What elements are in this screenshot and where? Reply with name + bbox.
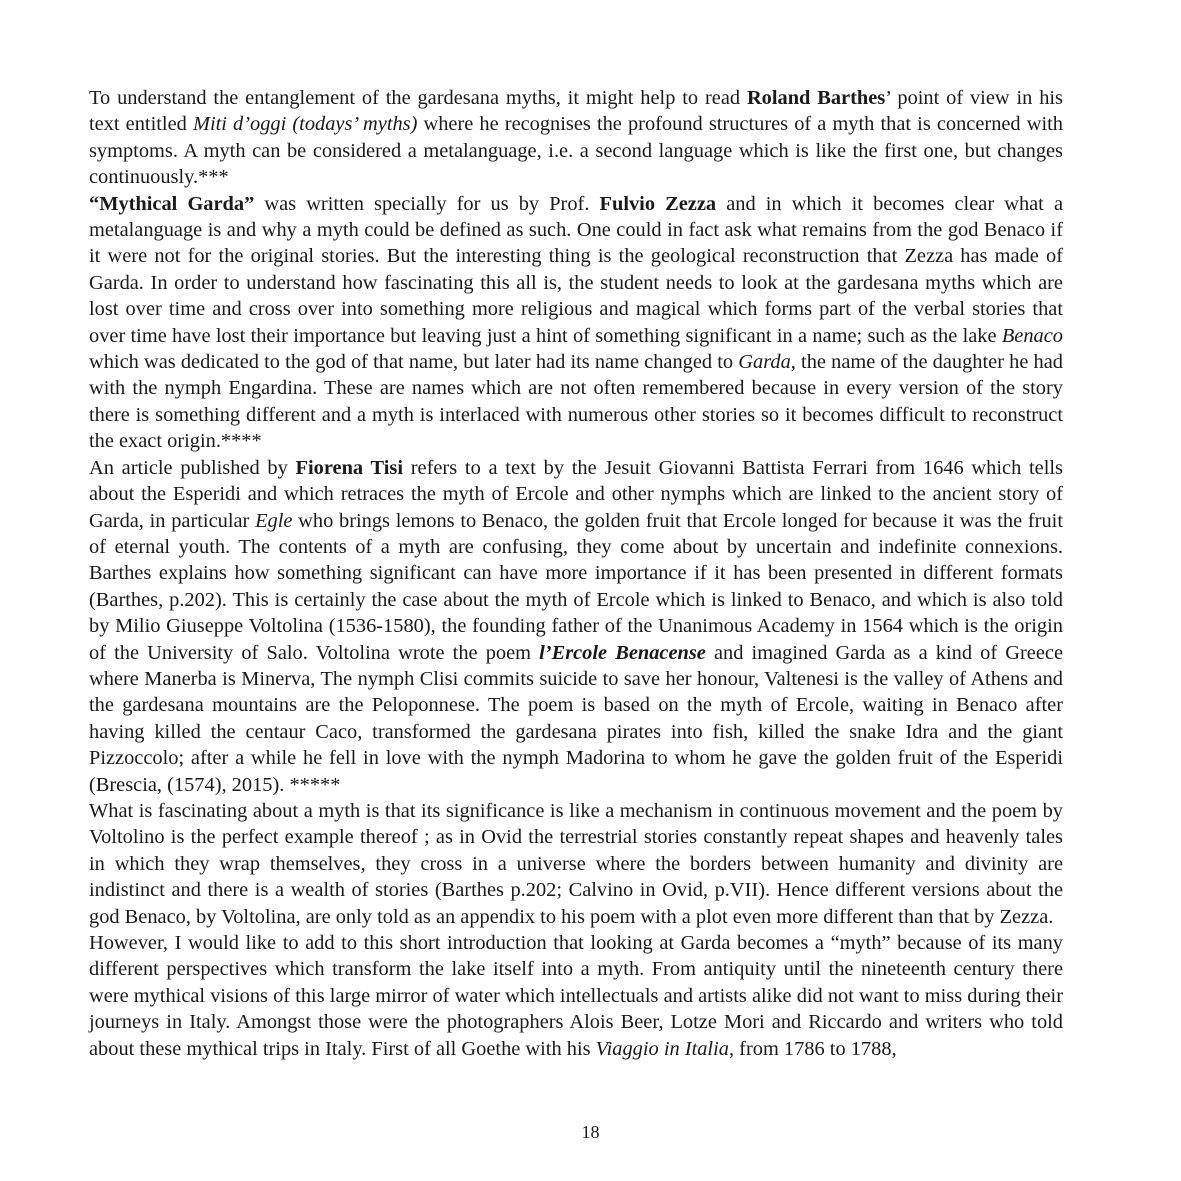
text-run: which was dedicated to the god of that name, but later had its name changed to — [89, 351, 739, 374]
text-run: An article published by — [89, 456, 296, 479]
emphasis-run: Egle — [255, 509, 293, 532]
paragraph-mythical-garda — [89, 191, 1063, 455]
text-run: However, I would like to add to this short introduction that looking at Garda becomes a “myth” because of its many different perspectives which transform the lake itself into a myth. From antiquity until the nineteenth century there were mythical visions of this large mirror of water which intellectuals and artists alike did not want to miss during their journeys in Italy. Amongst those were the photographers Alois Beer, Lotze Mori and Riccardo and writers who told about these mythical trips in Italy. First of all Goethe with his — [89, 932, 1063, 1060]
paragraph-myth-significance — [89, 798, 1063, 930]
text-run: and in which it becomes clear what a metalanguage is and why a myth could be defined as such. One could in fact ask what remains from the god Benaco if it were not for the original stories. But the interesting thing is the geological reconstruction that Zezza has made of Garda. In order to understand how fascinating this all is, the student needs to look at the gardesana myths which are lost over time and cross over into something more religious and magical which forms part of the verbal stories that over time have lost their importance but leaving just a hint of something significant in a name; such as the lake — [89, 192, 1063, 347]
paragraph-barthes-intro — [89, 85, 1063, 191]
page-number: 18 — [581, 1122, 600, 1142]
text-run: , from 1786 to 1788, — [728, 1037, 897, 1060]
text-run: who brings lemons to Benaco, the golden fruit that Ercole longed for because it was the fruit of eternal youth. The contents of a myth are confusing, they come about by uncertain and indefinite connexions. Barthes explains how something significant can have more importance if it has been presented in different formats (Barthes, p.202). This is certainly the case about the myth of Ercole which is linked to Benaco, and which is also told by Milio Giuseppe Voltolina (1536-1580), the founding father of the Unanimous Academy in 1564 which is the origin of the University of Salo. Voltolina wrote the poem — [89, 509, 1063, 664]
text-run: What is fascinating about a myth is that its significance is like a mechanism in continuous movement and the poem by Voltolino is the perfect example thereof ; as in Ovid the terrestrial stories constantly repeat shapes and heavenly tales in which they wrap themselves, they cross in a universe where the borders between humanity and divinity are indistinct and there is a wealth of stories (Barthes p.202; Calvino in Ovid, p.VII). Hence different versions about the god Benaco, by Voltolina, are only told as an appendix to his poem with a plot even more different than that by Zezza. — [89, 799, 1063, 928]
text-run: ’ point of view in his text entitled — [89, 87, 1063, 136]
text-run: was written specially for us by Prof. — [254, 192, 600, 215]
emphasis-run: Garda — [738, 351, 791, 374]
emphasis-run: Roland Barthes — [746, 87, 886, 109]
text-run: To understand the entanglement of the gardesana myths, it might help to read — [89, 87, 747, 109]
emphasis-run: Miti d’oggi (todays’ myths) — [192, 113, 418, 136]
emphasis-run: Fulvio Zezza — [599, 192, 717, 215]
emphasis-run: Fiorena Tisi — [295, 456, 403, 479]
emphasis-run: “Mythical Garda” — [89, 192, 255, 215]
emphasis-run: Viaggio in Italia — [595, 1037, 729, 1060]
paragraph-garda-perspectives — [89, 930, 1063, 1062]
text-run: refers to a text by the Jesuit Giovanni Battista Ferrari from 1646 which tells about the Esperidi and which retraces the myth of Ercole and other nymphs which are linked to the ancient story of Garda, in particular — [89, 456, 1063, 532]
text-run: where he recognises the profound structures of a myth that is concerned with symptoms. A myth can be considered a metalanguage, i.e. a second language which is like the first one, but changes continuously.*** — [89, 113, 1063, 189]
body-text — [89, 85, 1063, 1062]
emphasis-run: l’Ercole Benacense — [539, 641, 706, 664]
emphasis-run: Benaco — [1001, 324, 1063, 347]
paragraph-fiorena-tisi — [89, 455, 1063, 798]
text-run: and imagined Garda as a kind of Greece where Manerba is Minerva, The nymph Clisi commits suicide to save her honour, Valtenesi is the valley of Athens and the gardesana mountains are the Peloponnese. The poem is based on the myth of Ercole, waiting in Benaco after having killed the centaur Caco, transformed the gardesana pirates into fish, killed the snake Idra and the giant Pizzoccolo; after a while he fell in love with the nymph Madorina to whom he gave the golden fruit of the Esperidi (Brescia, (1574), 2015). ***** — [89, 641, 1063, 796]
text-run: , the name of the daughter he had with the nymph Engardina. These are names which are not often remembered because in every version of the story there is something different and a myth is interlaced with numerous other stories so it becomes difficult to reconstruct the exact origin.**** — [89, 351, 1063, 453]
